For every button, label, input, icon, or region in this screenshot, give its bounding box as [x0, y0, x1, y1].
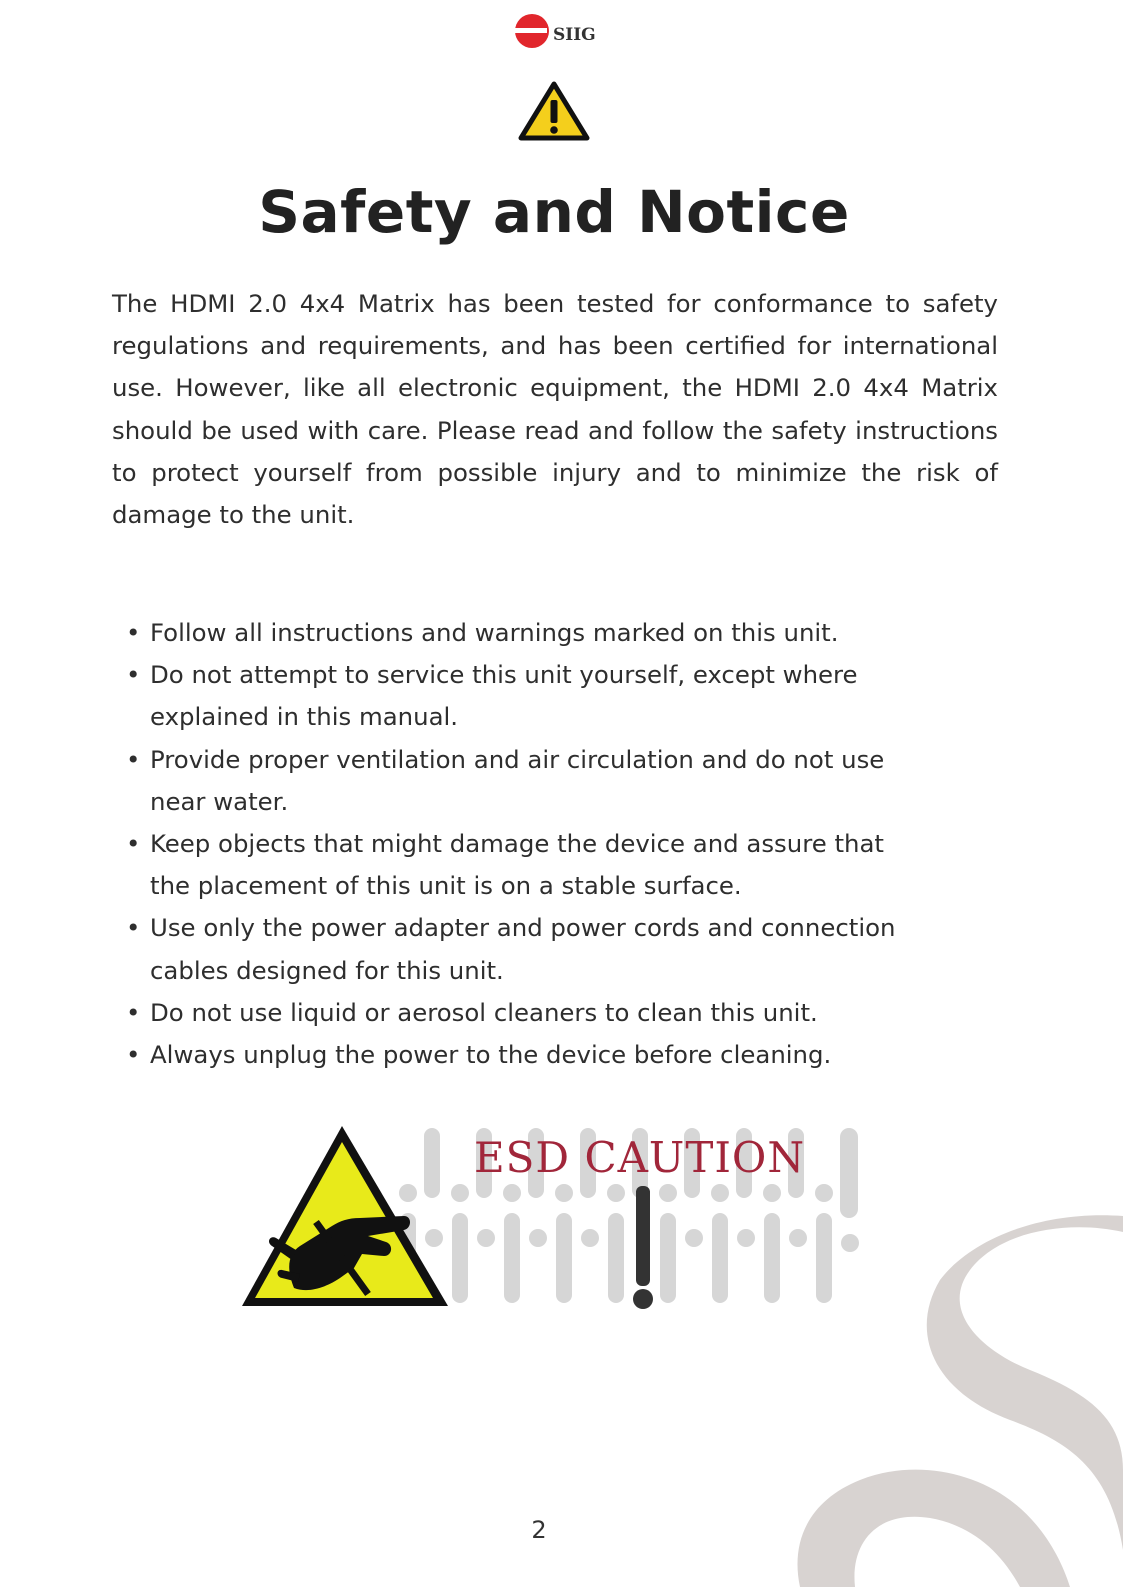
warning-triangle-icon: [518, 80, 590, 142]
logo-text: SIIG: [553, 25, 596, 45]
list-item: • Keep objects that might damage the device and assure that the placement of this unit is on a stable surface.: [122, 823, 902, 907]
list-item: • Always unplug the power to the device before cleaning.: [122, 1034, 902, 1076]
list-item: • Do not use liquid or aerosol cleaners to clean this unit.: [122, 992, 902, 1034]
list-item: • Provide proper ventilation and air circulation and do not use near water.: [122, 739, 902, 823]
siig-logo-icon: [513, 12, 603, 52]
safety-instructions-list: [122, 612, 902, 1076]
esd-hand-triangle-icon: [242, 1126, 448, 1306]
page-title: Safety and Notice: [258, 178, 850, 246]
intro-paragraph: The HDMI 2.0 4x4 Matrix has been tested for conformance to safety regulations and requirements, and has been certified for international use. However, like all electronic equipment, the HDMI 2.0 4x4 Matrix should be used with care. Please read and follow the safety instructions to protect yourself from possible injury and to minimize the risk of damage to the unit.: [112, 289, 998, 530]
list-item: • Use only the power adapter and power cords and connection cables designed for this unit.: [122, 907, 902, 991]
list-item: • Do not attempt to service this unit yourself, except where explained in this manual.: [122, 654, 902, 738]
exclamation-icon: [633, 1186, 653, 1309]
esd-caution-label: ESD CAUTION: [474, 1133, 806, 1182]
list-item: • Follow all instructions and warnings marked on this unit.: [122, 612, 902, 654]
page-number: 2: [531, 1516, 547, 1544]
